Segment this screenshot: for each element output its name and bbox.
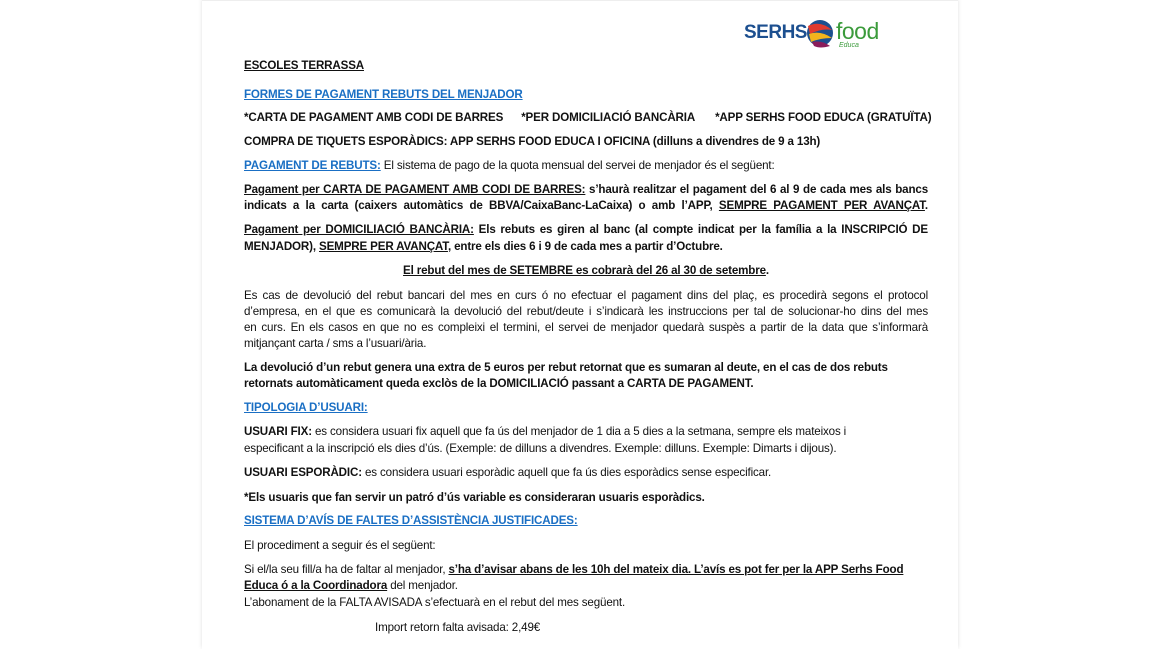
carta-line-2: indicats a la carta (caixers automàtics de BBVA/CaixaBanc-LaCaixa) o amb l’APP, SEMPRE PAGAMENT PER AVANÇAT.	[244, 199, 928, 212]
logo-brand: SERHS	[744, 22, 807, 43]
dom-text-2a: MENJADOR),	[244, 240, 320, 253]
avis-line-1	[244, 563, 928, 577]
extra-line: La devolució d’un rebut genera una extra de 5 euros per rebut retornat que es sumaran al deute, en el cas de dos rebuts	[244, 361, 888, 374]
abonament-line: L’abonament de la FALTA AVISADA s’efectuarà en el rebut del mes següent.	[244, 596, 626, 609]
fix-line-1	[244, 425, 928, 439]
esporadic-line	[244, 466, 928, 480]
carta-text-1: s’haurà realitzar el pagament del 6 al 9 de cada mes als bancs	[585, 183, 928, 196]
carta-text-2: indicats a la carta (caixers automàtics de BBVA/CaixaBanc-LaCaixa) o amb l’APP,	[244, 199, 719, 212]
dom-line-2	[244, 240, 928, 254]
header-title: ESCOLES TERRASSA	[244, 59, 364, 72]
tiquets-line: COMPRA DE TIQUETS ESPORÀDICS: APP SERHS FOOD EDUCA I OFICINA (dilluns a divendres de 9 a 13h)	[244, 135, 821, 148]
option-domiciliacio: *PER DOMICILIACIÓ BANCÀRIA	[521, 111, 696, 124]
payment-options	[244, 111, 932, 125]
setembre-text: El rebut del mes de SETEMBRE es cobrarà del 26 al 30 de setembre	[403, 264, 766, 277]
tipologia-note: *Els usuaris que fan servir un patró d’ús variable es consideraran usuaris esporàdics.	[244, 491, 705, 504]
devolucio-line: en curs. En els casos en que no es compleixi el termini, el servei de menjador quedarà suspès a partir de la data que s’informarà	[244, 321, 928, 334]
devolucio-line: Es cas de devolució del rebut bancari del mes en curs ó no efectuar el pagament dins del plaç, es procedirà segons el protocol	[244, 289, 928, 302]
dom-line-1	[244, 223, 928, 237]
devolucio-line: mitjançant carta / sms a l’usuari/ària.	[244, 337, 427, 350]
formes-title: FORMES DE PAGAMENT REBUTS DEL MENJADOR	[244, 88, 523, 101]
avis-text-2b: del menjador.	[387, 579, 458, 592]
esporadic-text: es considera usuari esporàdic aquell que fa ús dies esporàdics sense especificar.	[361, 466, 772, 479]
avis-emphasis-1: s’ha d’avisar abans de les 10h del mateix dia. L’avís es pot fer per la APP Serhs Food	[448, 563, 904, 576]
extra-line: retornats automàticament queda exclòs de la DOMICILIACIÓ passant a CARTA DE PAGAMENT.	[244, 377, 754, 390]
import-line: Import retorn falta avisada: 2,49€	[375, 621, 541, 634]
dom-label: Pagament per DOMICILIACIÓ BANCÀRIA:	[244, 223, 474, 236]
logo-product: food	[836, 18, 879, 44]
option-carta: *CARTA DE PAGAMENT AMB CODI DE BARRES	[244, 111, 504, 124]
option-app: *APP SERHS FOOD EDUCA (GRATUÏTA)	[715, 111, 932, 124]
serhs-food-logo	[744, 16, 884, 54]
setembre-note: El rebut del mes de SETEMBRE es cobrarà del 26 al 30 de setembre.	[403, 264, 769, 277]
pagament-intro	[244, 159, 928, 173]
avis-procediment: El procediment a seguir és el següent:	[244, 539, 436, 552]
avis-text-1a: Si el/la seu fill/a ha de faltar al menjador,	[244, 563, 449, 576]
avis-emphasis-2: Educa ó a la Coordinadora	[244, 579, 388, 592]
tipologia-title: TIPOLOGIA D’USUARI:	[244, 401, 368, 414]
avis-line-2	[244, 579, 928, 593]
carta-emphasis: SEMPRE PAGAMENT PER AVANÇAT	[718, 199, 925, 212]
dom-text-1: Els rebuts es giren al banc (al compte indicat per la família a la INSCRIPCIÓ DE	[473, 223, 928, 236]
pagament-intro-text: El sistema de pago de la quota mensual del servei de menjador és el següent:	[380, 159, 775, 172]
pagament-title: PAGAMENT DE REBUTS:	[244, 159, 381, 172]
carta-line-1	[244, 183, 928, 197]
dom-emphasis: SEMPRE PER AVANÇAT	[319, 240, 448, 253]
devolucio-line: d’empresa, en el que es comunicarà la devolució del rebut/deute i s’indicarà les instruccions per tal de solucionar-ho dins del mes	[244, 305, 928, 318]
carta-label: Pagament per CARTA DE PAGAMENT AMB CODI DE BARRES:	[244, 183, 586, 196]
dom-text-2b: , entre els dies 6 i 9 de cada mes a partir d’Octubre.	[447, 240, 723, 253]
avis-title: SISTEMA D’AVÍS DE FALTES D’ASSISTÈNCIA JUSTIFICADES:	[244, 514, 578, 527]
fix-label: USUARI FIX:	[244, 425, 312, 438]
fix-text-1: es considera usuari fix aquell que fa ús del menjador de 1 dia a 5 dies a la setmana, sempre els mateixos i	[311, 425, 847, 438]
esporadic-label: USUARI ESPORÀDIC:	[244, 466, 362, 479]
logo-sub: Educa	[839, 42, 859, 49]
logo-swirl-icon	[804, 16, 836, 50]
fix-line-2: especificant a la inscripció els dies d’ús. (Exemple: de dilluns a divendres. Exemple: dilluns. Exemple: Dimarts i dijous).	[244, 442, 837, 455]
